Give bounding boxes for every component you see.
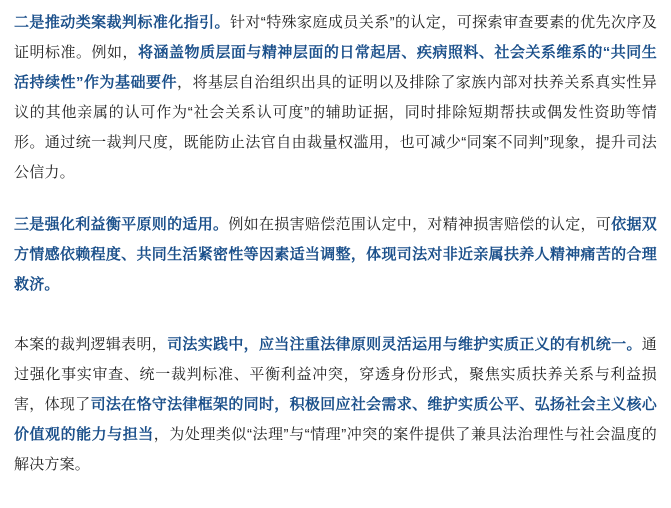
text-run: 例如在损害赔偿范围认定中，对精神损害赔偿的认定，可 (228, 216, 612, 233)
text-run: 本案的裁判逻辑表明， (14, 336, 168, 353)
text-run: 司法在恪守法律框架的同时，积极回应社会需求、维护实质公平、弘扬社会主义核心价值观的能力与担当 (14, 396, 657, 443)
text-run: 二是推动类案裁判标准化指引。 (14, 14, 230, 31)
text-run: 通过强化事实审查、统一裁判标准、平衡利益冲突，穿透身份形式，聚焦实质扶养关系与利益损害，体现了 (14, 336, 657, 413)
text-run: ，将基层自治组织出具的证明以及排除了家族内部对扶养关系真实性异议的其他亲属的认可作为“社会关系认可度”的辅助证据，同时排除短期帮扶或偶发性资助等情形。通过统一裁判尺度，既能防止法官自由裁量权滥用，也可减少“同案不同判”现象，提升司法公信力。 (14, 74, 657, 181)
paragraph-3 (14, 330, 657, 480)
text-run: 司法实践中，应当注重法律原则灵活运用与维护实质正义的有机统一。 (167, 336, 642, 353)
paragraph-2 (14, 210, 657, 300)
text-run: ，为处理类似“法理”与“情理”冲突的案件提供了兼具法治理性与社会温度的解决方案。 (14, 426, 657, 473)
text-run: 三是强化利益衡平原则的适用。 (14, 216, 229, 233)
text-run: 将涵盖物质层面与精神层面的日常起居、疾病照料、社会关系维系的“共同生活持续性”作为基础要件 (14, 44, 657, 91)
paragraph-1 (14, 8, 657, 188)
text-run: 针对“特殊家庭成员关系”的认定，可探索审查要素的优先次序及证明标准。例如， (14, 14, 657, 61)
text-run: 依据双方情感依赖程度、共同生活紧密性等因素适当调整，体现司法对非近亲属扶养人精神痛苦的合理救济。 (14, 216, 657, 293)
